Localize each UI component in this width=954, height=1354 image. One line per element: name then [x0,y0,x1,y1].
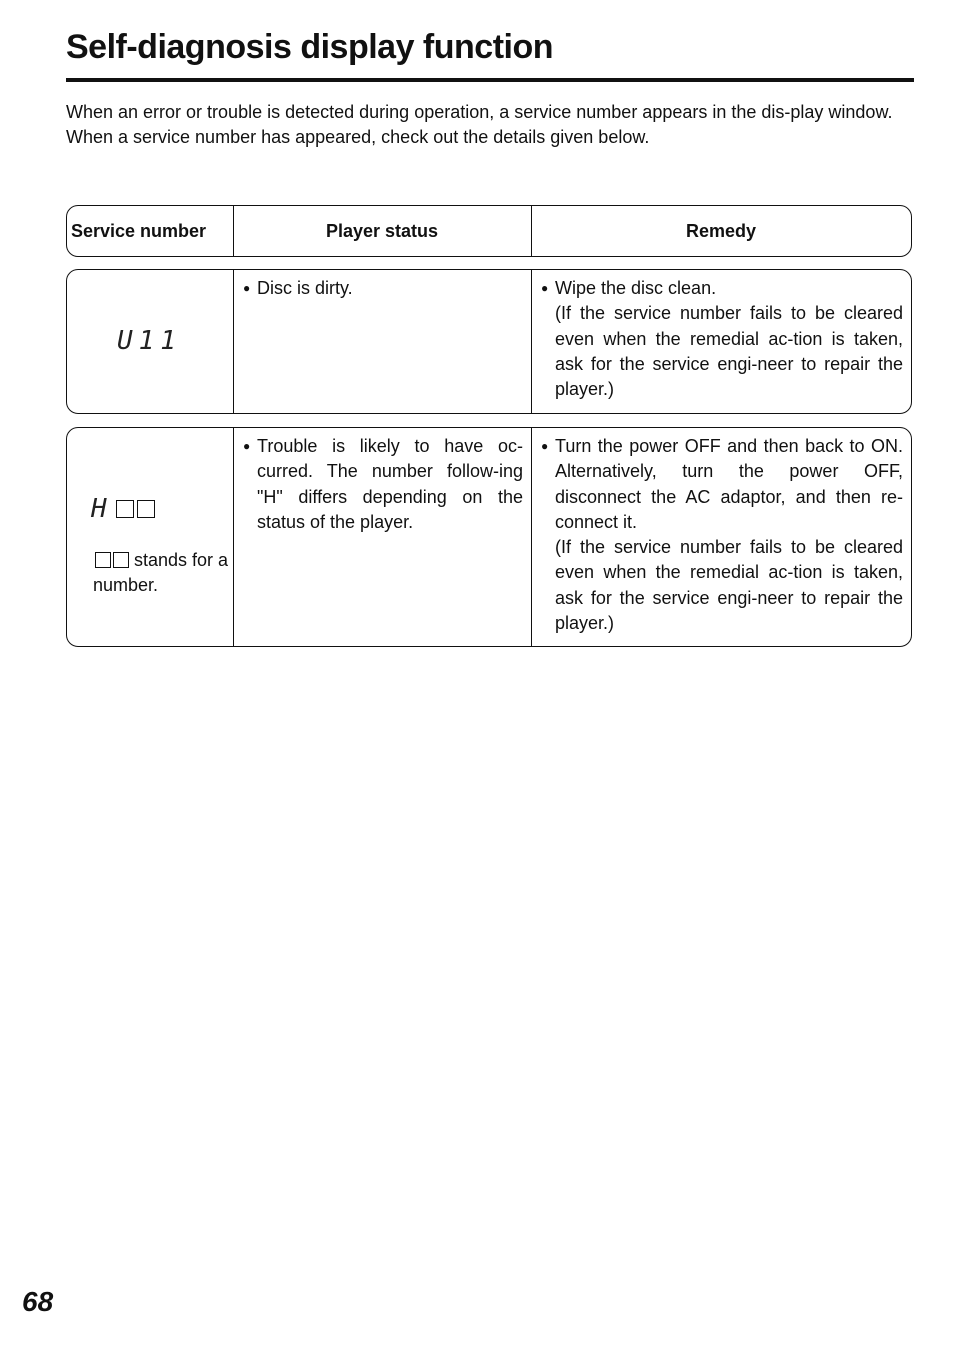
service-number-display: U11 [117,326,182,356]
header-service-number: Service number [71,220,207,241]
remedy-note: (If the service number fails to be cleared even when the remedial ac-tion is taken, ask for the service engi-neer to repair the player.) [555,303,903,400]
column-divider [233,428,234,646]
intro-text [66,100,916,150]
remedy-cell [541,434,903,636]
digit-placeholder-icon [116,500,134,518]
remedy-cell [541,276,903,402]
bullet-icon: ● [243,281,251,295]
digit-placeholder-icon [137,500,155,518]
bullet-icon: ● [243,439,251,453]
page-number: 68 [22,1286,54,1317]
remedy-text: Wipe the disc clean. [555,278,717,298]
title-rule [66,78,914,82]
intro-paragraph-2: When a service number has appeared, check out the details given below. [66,127,650,147]
column-divider [531,270,532,413]
service-letter: H [91,494,113,524]
page-title: Self-diagnosis display function [66,28,553,66]
header-remedy: Remedy [685,220,757,241]
digit-placeholder-icon [95,552,111,568]
remedy-text: Turn the power OFF and then back to ON. Alternatively, turn the power OFF, disconnect the AC adaptor, and then re-connect it. [555,436,903,532]
player-status-cell [243,276,523,301]
intro-paragraph-1: When an error or trouble is detected during operation, a service number appears in the dis-play window. [66,102,893,122]
service-note-text: stands for a number. [93,550,229,596]
remedy-note: (If the service number fails to be cleared even when the remedial ac-tion is taken, ask for the service engi-neer to repair the player.) [555,537,903,634]
column-divider [531,428,532,646]
bullet-icon: ● [541,439,549,453]
table-row [66,269,912,414]
column-divider [233,270,234,413]
service-number-display [91,494,155,524]
status-text: Disc is dirty. [257,278,353,298]
bullet-icon: ● [541,281,549,295]
table-header [66,205,912,257]
player-status-cell [243,434,523,535]
table-row [66,427,912,647]
status-text: Trouble is likely to have oc-curred. The number follow-ing "H" differs depending on the status of the player. [257,436,523,532]
service-number-note [93,548,233,599]
digit-placeholder-icon [113,552,129,568]
header-player-status: Player status [325,220,439,241]
